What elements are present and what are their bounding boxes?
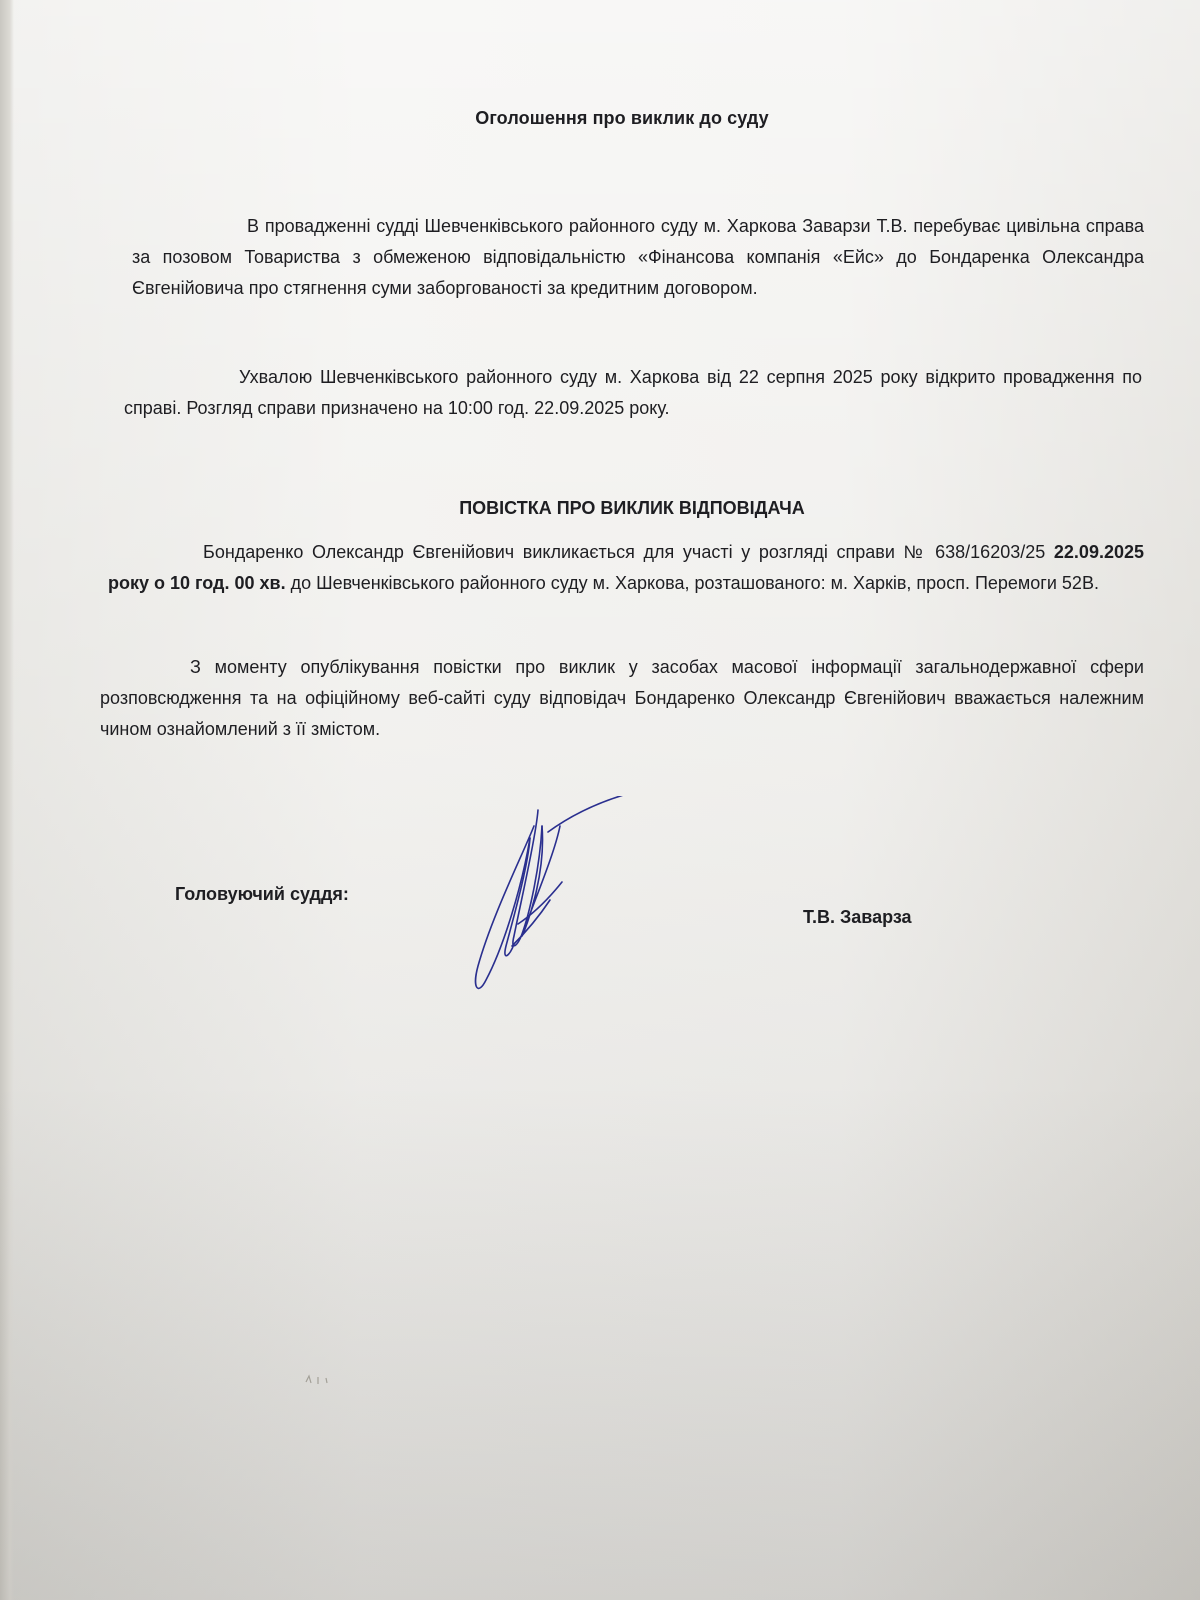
summons-text-end: до Шевченківського районного суду м. Харкова, розташованого: м. Харків, просп. Перемоги 52В. xyxy=(285,573,1099,593)
paragraph-case-description: В провадженні судді Шевченківського районного суду м. Харкова Заварзи Т.В. перебуває цивільна справа за позовом Товариства з обмеженою відповідальністю «Фінансова компанія «Ейс» до Бондаренка Олександра Євгенійовича про стягнення суми заборгованості за кредитним договором. xyxy=(132,216,1144,298)
summons-title: ПОВІСТКА ПРО ВИКЛИК ВІДПОВІДАЧА xyxy=(459,498,805,518)
paragraph-summons xyxy=(108,537,1144,599)
paragraph-notice: З моменту опублікування повістки про виклик у засобах масової інформації загальнодержавної сфери розповсюдження та на офіційному веб-сайті суду відповідач Бондаренко Олександр Євгенійович вважається належним чином ознайомлений з її змістом. xyxy=(100,657,1144,739)
presiding-judge-label: Головуючий суддя: xyxy=(175,884,349,904)
paper-mark xyxy=(304,1374,344,1386)
document-title: Оголошення про виклик до суду xyxy=(475,108,769,128)
judge-name: Т.В. Заварза xyxy=(803,907,912,927)
summons-datetime: 22.09.2025 року о 10 год. 00 хв. xyxy=(108,542,1144,593)
photo-shading xyxy=(0,1080,1200,1600)
signature-icon xyxy=(470,796,660,1006)
summons-text-start: Бондаренко Олександр Євгенійович викликається для участі у розгляді справи № 638/16203/25 xyxy=(203,542,1054,562)
paper-edge xyxy=(0,0,14,1600)
paragraph-ruling: Ухвалою Шевченківського районного суду м. Харкова від 22 серпня 2025 року відкрито провадження по справі. Розгляд справи призначено на 10:00 год. 22.09.2025 року. xyxy=(124,367,1142,418)
